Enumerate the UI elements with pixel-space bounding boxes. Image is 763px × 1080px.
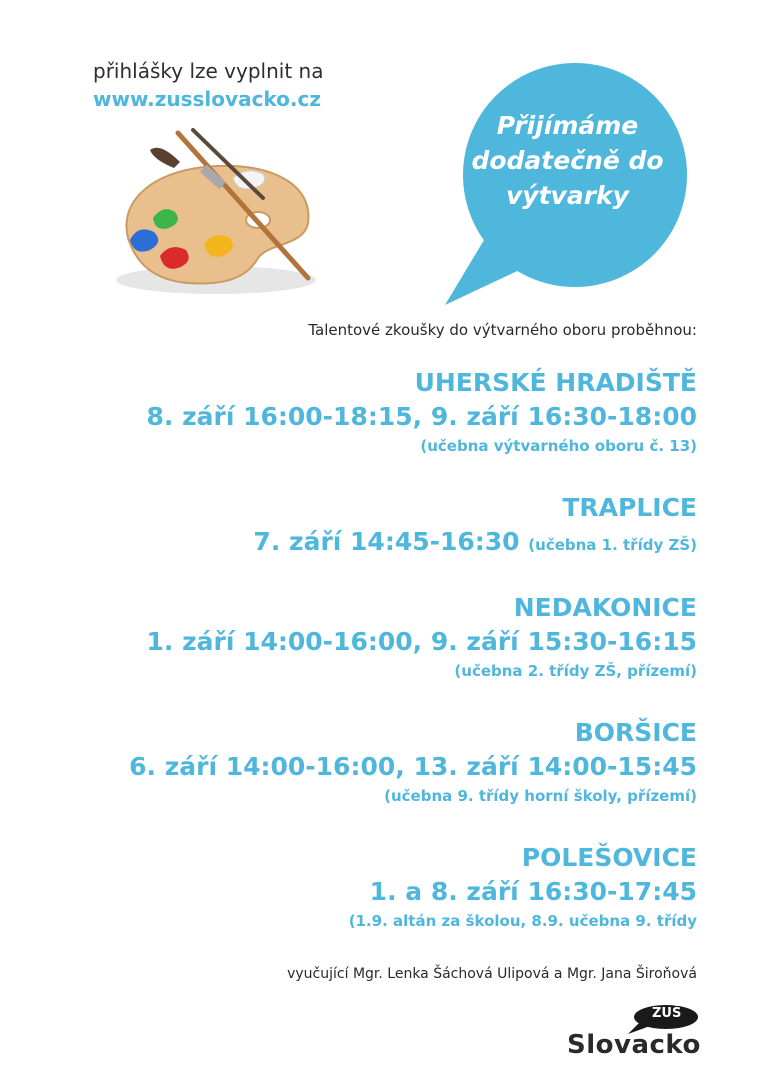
location-block-nedakonice <box>146 591 697 683</box>
paint-palette-icon <box>108 128 323 308</box>
intro-text: Talentové zkoušky do výtvarného oboru proběhnou: <box>308 321 697 339</box>
application-note: přihlášky lze vyplnit na <box>93 59 324 83</box>
location-name: BORŠICE <box>574 718 697 747</box>
bubble-text <box>455 108 680 213</box>
location-time: 6. září 14:00-16:00, 13. září 14:00-15:45 <box>129 752 697 781</box>
location-room: (1.9. altán za školou, 8.9. učebna 9. třídy <box>348 912 697 930</box>
location-name: TRAPLICE <box>562 493 697 522</box>
logo-badge: ZUŠ <box>652 1006 682 1021</box>
location-time-row <box>253 525 697 562</box>
location-name: UHERSKÉ HRADIŠTĚ <box>414 368 697 397</box>
bubble-line: dodatečně do <box>471 146 664 175</box>
location-room: (učebna 9. třídy horní školy, přízemí) <box>384 787 697 805</box>
teachers-text: vyučující Mgr. Lenka Šáchová Ulipová a Mgr. Jana Široňová <box>287 966 697 982</box>
location-block-traplice <box>253 491 697 562</box>
location-time: 8. září 16:00-18:15, 9. září 16:30-18:00 <box>146 402 697 431</box>
bubble-line: Přijímáme <box>496 111 639 140</box>
location-block-borsice <box>129 716 697 808</box>
location-time: 7. září 14:45-16:30 <box>253 527 520 556</box>
location-block-uherske-hradiste <box>146 366 697 458</box>
location-block-polesovice <box>349 841 697 933</box>
location-name: POLEŠOVICE <box>521 843 697 872</box>
location-name: NEDAKONICE <box>513 593 697 622</box>
logo-name: Slovacko <box>567 1030 701 1060</box>
location-time: 1. září 14:00-16:00, 9. září 15:30-16:15 <box>146 627 697 656</box>
location-room: (učebna 1. třídy ZŠ) <box>528 536 697 554</box>
location-room: (učebna výtvarného oboru č. 13) <box>420 437 697 455</box>
location-time: 1. a 8. září 16:30-17:45 <box>369 877 697 906</box>
bubble-line: výtvarky <box>506 181 629 210</box>
location-room: (učebna 2. třídy ZŠ, přízemí) <box>454 662 697 680</box>
website-link[interactable]: www.zusslovacko.cz <box>93 87 322 111</box>
